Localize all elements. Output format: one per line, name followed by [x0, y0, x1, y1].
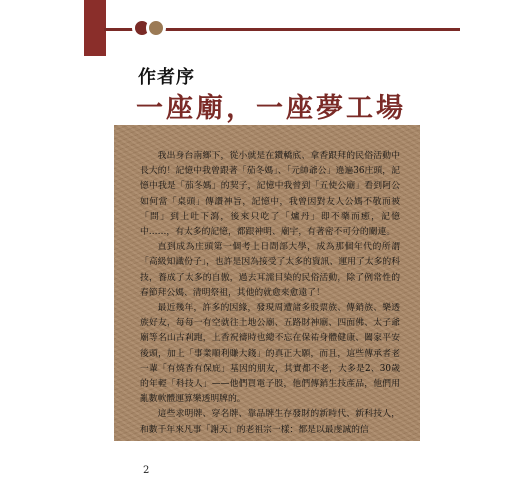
section-kicker: 作者序 — [138, 67, 195, 88]
paragraph: 我出身台南鄉下，從小就是在鑽轎底、拿香跟拜的民俗活動中長大的！記憶中我曾跟著「茄冬媽」、「元帥爺公」遶遍36庄頭，記憶中我是「茄冬媽」的契子，記憶中我曾到「五使公廟」看到阿公如何當「桌頭」傳讚神旨，記憶中，我曾因對友人公媽不敬而被「問」到上吐下瀉，後來只吃了「爐丹」即不藥而癒，記憶中……，有太多的記憶，都跟神明、廟宇，有著密不可分的關連。 — [140, 151, 400, 238]
paragraph: 直到成為庄頭第一個考上日間部大學，成為那個年代的所謂「高級知識份子」，也許是因為接受了太多的資訊、運用了太多的科技，養成了太多的自傲，過去耳濡目染的民俗活動，除了例常性的春節拜公媽、清明祭祖，其他的就愈來愈遠了！ — [140, 242, 400, 298]
paragraph: 這些求明牌、穿名牌、靠品牌生存發財的新時代、新科技人，和數千年來凡事「謝天」的老祖宗一樣：都是以最虔誠的信 — [140, 409, 400, 435]
paragraph: 最近幾年，許多的因緣，發現周遭諸多股票族、傳銷族、樂透族好友，每每一有空就往土地公廟、五路財神廟、四面佛、太子爺廟等名山古剎跑，上香祝禱時也總不忘在保祐身體健康、闔家平安後頭，加上「事業順利賺大錢」的真正大願，而且，這些傳承者老一輩「有燒香有保庇」基因的朋友，其實都不老，大多是2、30歲的年輕「科技人」——他們買電子股，他們傳銷生技產品，他們用亂數軟體運算樂透明牌的。 — [140, 303, 400, 405]
chapter-title: 一座廟，一座夢工場 — [136, 93, 406, 124]
ornament-dot-light — [146, 18, 166, 38]
page-number: 2 — [143, 465, 150, 476]
top-decorative-strip — [84, 0, 106, 56]
body-text — [140, 149, 400, 438]
